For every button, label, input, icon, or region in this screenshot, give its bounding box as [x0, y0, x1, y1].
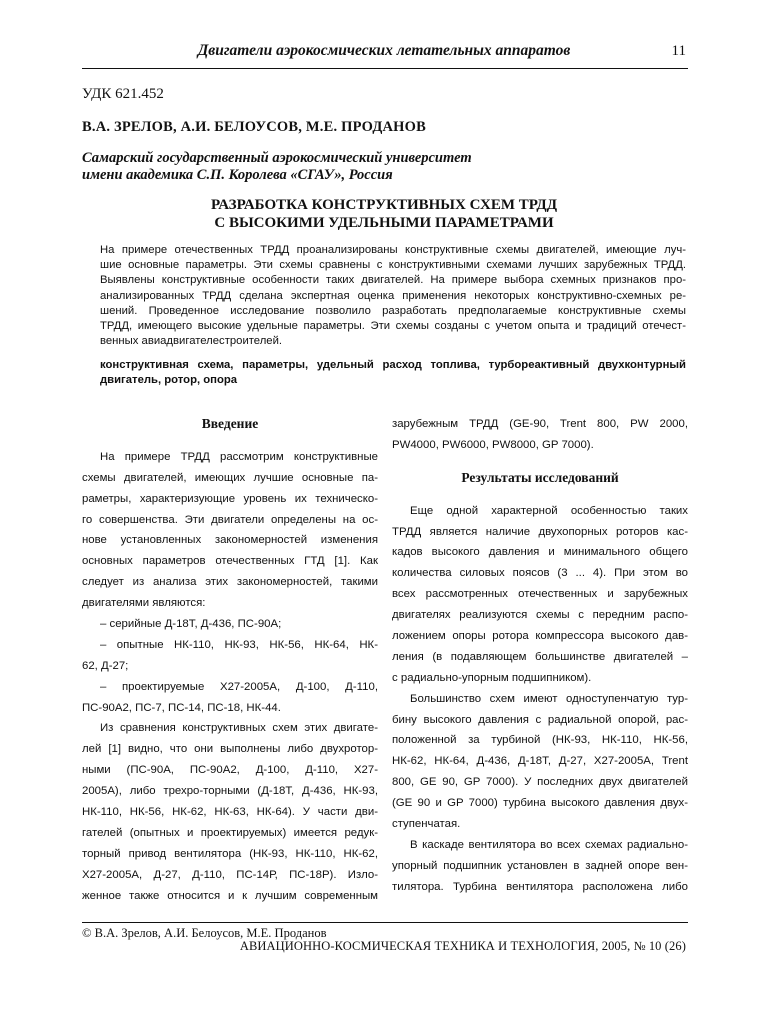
- text-line: схемы двигателей, имеющих лучшие основные па-: [82, 471, 378, 484]
- text-line: 800, GE 90, GP 7000). У последних двух двигателей: [392, 776, 688, 789]
- text-line: лей [1] видно, что они выполнены либо двухротор-: [82, 743, 378, 756]
- list-item: – серийные Д-18Т, Д-436, ПС-90А;: [100, 618, 282, 631]
- text-line: На примере ТРДД рассмотрим конструктивные: [100, 450, 378, 463]
- keywords-line: двигатель, ротор, опора: [100, 374, 238, 387]
- text-line: ными (ПС-90А, ПС-90А2, Д-100, Д-110, Х27-: [82, 764, 378, 777]
- text-line: ления (в подавляющем большинстве двигателей –: [392, 650, 688, 663]
- abstract-line: ТРДД, имеющего высокие удельные параметры. Эти схемы созданы с учетом опыта и традиций отечест-: [100, 319, 686, 332]
- abstract-line: На примере отечественных ТРДД проанализированы конструктивные схемы двигателей, имеющие луч-: [100, 244, 686, 256]
- text-line: основных параметров отечественных ГТД [1]. Как: [82, 555, 378, 568]
- text-line: Из сравнения конструктивных схем этих двигате-: [100, 722, 378, 735]
- text-line: гателей (опытных и проектируемых) имеется редук-: [82, 826, 378, 839]
- text-line: раметры, характеризующие уровень их техническо-: [82, 492, 378, 505]
- copyright-notice: © В.А. Зрелов, А.И. Белоусов, М.Е. Проданов: [82, 926, 327, 940]
- header-divider: [82, 68, 688, 69]
- text-line: следует из анализа этих закономерностей, такими: [82, 576, 378, 589]
- keywords-line: конструктивная схема, параметры, удельный расход топлива, турбореактивный двухконтурный: [100, 359, 686, 371]
- keywords: [100, 358, 686, 388]
- abstract: [100, 243, 686, 349]
- text-line: Большинство схем имеют одноступенчатую тур-: [410, 692, 688, 705]
- right-column: [392, 414, 688, 898]
- text-line: НК-110, НК-56, НК-62, НК-63, НК-64). У части дви-: [82, 806, 378, 819]
- text-line: женное также относится и к лучшим современным: [82, 889, 378, 902]
- affiliation-line: Самарский государственный аэрокосмический университет: [82, 150, 472, 166]
- abstract-line: анализированных ТРДД сделана экспертная оценка применения некоторых конструктивно-схемных ре-: [100, 289, 686, 302]
- text-line: всех рассмотренных отечественных и зарубежных: [392, 588, 688, 601]
- text-line: (GE 90 и GP 7000) турбина высокого давления двух-: [392, 797, 688, 810]
- text-line: В каскаде вентилятора во всех схемах радиально-: [410, 838, 688, 851]
- text-line: количества силовых поясов (3 ... 4). При этом во: [392, 567, 688, 580]
- list-item: ПС-90А2, ПС-7, ПС-14, ПС-18, НК-44.: [82, 701, 281, 714]
- list-item: – проектируемые Х27-2005А, Д-100, Д-110,: [100, 680, 378, 693]
- text-line: тилятора. Турбина вентилятора расположена либо: [392, 880, 688, 893]
- text-line: положенной за турбиной (НК-93, НК-110, НК-56,: [392, 734, 688, 747]
- text-line: двигателях реализуются схемы с передним распо-: [392, 609, 688, 622]
- abstract-line: шений. Проведенное исследование позволило разработать предполагаемые конструктивные схемы: [100, 304, 686, 317]
- text-line: го совершенства. Эти двигатели определены на ос-: [82, 513, 378, 526]
- text-line: зарубежным ТРДД (GE-90, Trent 800, PW 2000,: [392, 418, 688, 430]
- running-header-title: Двигатели аэрокосмических летательных аппаратов: [197, 42, 571, 59]
- text-line: ложением опоры ротора компрессора высокого дав-: [392, 630, 688, 643]
- abstract-line: Выявлены конструктивные особенности таких двигателей. На примере выбора схемных признаков про-: [100, 274, 686, 287]
- text-line: ступенчатая.: [392, 818, 461, 831]
- text-line: бину высокого давления с радиальной опорой, рас-: [392, 713, 688, 726]
- text-line: нове установленных закономерностей изменения: [82, 534, 378, 547]
- text-line: ТРДД является наличие двухопорных роторов кас-: [392, 525, 688, 538]
- footer-divider: [82, 922, 688, 923]
- section-heading-results: Результаты исследований: [461, 469, 619, 485]
- authors: В.А. ЗРЕЛОВ, А.И. БЕЛОУСОВ, М.Е. ПРОДАНОВ: [82, 119, 427, 135]
- text-line: с радиально-упорным подшипником).: [392, 671, 592, 684]
- abstract-line: венных авиадвигателестроителей.: [100, 335, 283, 348]
- affiliation: [82, 150, 472, 184]
- text-line: Х27-2005А, Д-27, Д-110, ПС-14Р, ПС-18Р). Изло-: [82, 868, 378, 881]
- udk-code: УДК 621.452: [82, 86, 164, 102]
- abstract-line: шие основные параметры. Эти схемы сравнены с конструктивными схемами лучших зарубежных ТРДД.: [100, 259, 686, 272]
- text-line: упорный подшипник установлен в задней опоре вен-: [392, 859, 688, 872]
- title-line: С ВЫСОКИМИ УДЕЛЬНЫМИ ПАРАМЕТРАМИ: [214, 215, 554, 231]
- journal-citation: АВИАЦИОННО-КОСМИЧЕСКАЯ ТЕХНИКА И ТЕХНОЛОГИЯ, 2005, № 10 (26): [239, 939, 686, 953]
- list-item: 62, Д-27;: [82, 659, 129, 672]
- text-line: двигателями являются:: [82, 597, 206, 610]
- list-item: – опытные НК-110, НК-93, НК-56, НК-64, НК-: [100, 638, 378, 651]
- affiliation-line: имени академика С.П. Королева «СГАУ», Россия: [82, 167, 393, 183]
- page-number: 11: [671, 43, 686, 59]
- article-title: [0, 196, 768, 232]
- text-line: кадов высокого давления и минимального общего: [392, 546, 688, 559]
- section-heading-introduction: Введение: [201, 416, 259, 431]
- text-line: PW4000, PW6000, PW8000, GP 7000).: [392, 438, 594, 451]
- text-line: НК-62, НК-64, Д-436, Д-18Т, Д-27, Х27-2005А, Trent: [392, 755, 688, 768]
- title-line: РАЗРАБОТКА КОНСТРУКТИВНЫХ СХЕМ ТРДД: [210, 197, 558, 213]
- text-line: торный привод вентилятора (НК-93, НК-110, НК-62,: [82, 847, 378, 860]
- text-line: 2005А), либо трехро-торными (Д-18Т, Д-436, НК-93,: [82, 785, 378, 798]
- left-column: [82, 414, 378, 906]
- text-line: Еще одной характерной особенностью таких: [410, 504, 688, 517]
